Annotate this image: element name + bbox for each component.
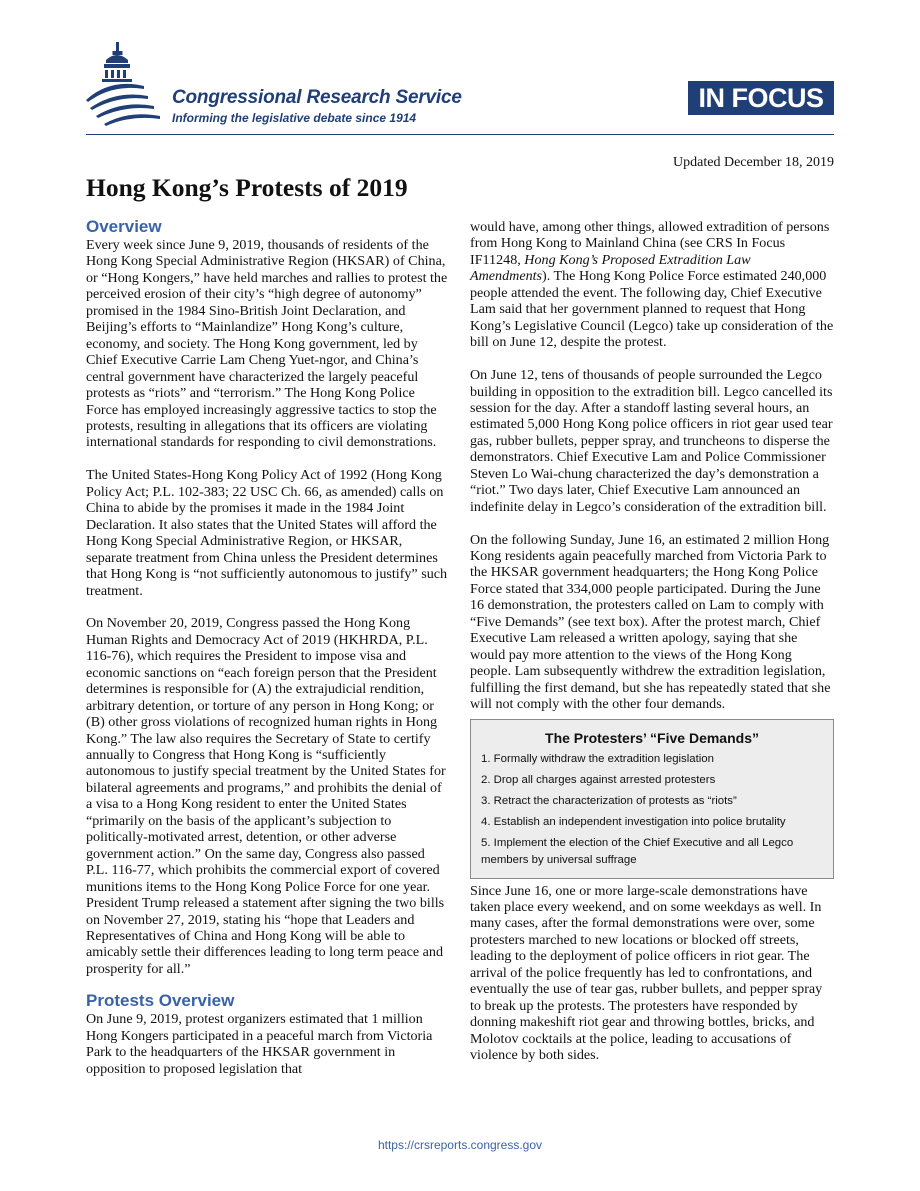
footer-url-link[interactable]: https://crsreports.congress.gov: [377, 1138, 543, 1152]
demands-list: [471, 751, 833, 869]
updated-date: Updated December 18, 2019: [673, 155, 834, 170]
paragraph: [470, 219, 834, 351]
textbox-title: The Protesters’ “Five Demands”: [545, 729, 759, 746]
org-tagline: Informing the legislative debate since 1914: [172, 111, 417, 125]
paragraph-text: would have, among other things, allowed extradition of persons from Hong Kong to Mainland China (see CRS In Focus IF11248,: [470, 219, 830, 268]
paragraph-text: ). The Hong Kong Police Force estimated 240,000 people attended the event. The following day, Chief Executive Lam said that her government planned to request that Hong Kong’s Legislative Council (Legco) take up consideration of the bill on June 12, despite the protest.: [470, 268, 834, 351]
crs-logo[interactable]: [86, 40, 506, 130]
org-name: Congressional Research Service: [172, 87, 462, 108]
in-focus-badge: IN FOCUS: [688, 81, 834, 115]
right-column: [470, 219, 834, 1064]
paragraph: On June 9, 2019, protest organizers estimated that 1 million Hong Kongers participated in a peaceful march from Victoria Park to the headquarters of the HKSAR government in opposition to proposed legislation that: [86, 1011, 433, 1077]
report-title-link[interactable]: Hong Kong’s Proposed Extradition Law Amendments: [470, 251, 751, 285]
paragraph: Every week since June 9, 2019, thousands of residents of the Hong Kong Special Administrative Region (HKSAR) of China, or “Hong Kongers,” have held marches and rallies to protest the perceived erosion of their city’s “high degree of autonomy” promised in the 1984 Sino-British Joint Declaration, and Beijing’s efforts to “Mainlandize” Hong Kong’s culture, economy, and society. The Hong Kong government, led by Chief Executive Carrie Lam Cheng Yuet-ngor, and China’s central government have characterized the largely peaceful protests as “riots” and “terrorism.” The Hong Kong Police Force has employed increasingly aggressive tactics to stop the protests, resulting in allegations that its officers are violating international standards for responding to civil demonstrations.: [86, 237, 448, 451]
capitol-dome-icon: [86, 40, 166, 130]
paragraph: On the following Sunday, June 16, an estimated 2 million Hong Kong residents again peacefully marched from Victoria Park to the HKSAR government headquarters; the Hong Kong Police Force stated that 334,000 people participated. During the June 16 demonstration, the protesters called on Lam to comply with “Five Demands” (see text box). After the protest march, Chief Executive Lam released a written apology, saying that she would pay more attention to the views of the Hong Kong people. Lam subsequently withdrew the extradition legislation, fulfilling the first demand, but she has repeatedly stated that she will not comply with the other four demands.: [470, 531, 831, 713]
five-demands-textbox: [470, 719, 834, 879]
header-divider: [86, 134, 834, 135]
paragraph: Since June 16, one or more large-scale demonstrations have taken place every weekend, and on some weekdays as well. In many cases, after the formal demonstrations were over, some protesters marched to new locations or blocked off streets, leading to the deployment of police officers in riot gear. The arrival of the police frequently has led to confrontations, and eventually the use of tear gas, rubber bullets, and pepper spray to break up the protests. The protesters have responded by donning makeshift riot gear and throwing bottles, bricks, and Molotov cocktails at the police, leading to accusations of violence by both sides.: [470, 882, 823, 1064]
list-item: 5. Implement the election of the Chief Executive and all Legco members by universal suffrage: [481, 836, 794, 866]
paragraph: On June 12, tens of thousands of people surrounded the Legco building in opposition to the extradition bill. Legco cancelled its session for the day. After a standoff lasting several hours, an estimated 5,000 Hong Kong police officers in riot gear used tear gas, rubber bullets, pepper spray, and truncheons to disperse the demonstrators. Chief Executive Lam and Police Commissioner Steven Lo Wai-chung characterized the day’s demonstration a “riot.” Two days later, Chief Executive Lam announced an indefinite delay in Legco’s consideration of the extradition bill.: [470, 367, 833, 515]
overview-heading: Overview: [86, 217, 162, 236]
protests-overview-heading: Protests Overview: [86, 991, 235, 1011]
left-column: [86, 217, 450, 1077]
paragraph: The United States-Hong Kong Policy Act of 1992 (Hong Kong Policy Act; P.L. 102-383; 22 USC Ch. 66, as amended) calls on China to abide by the promises it made in the 1984 Joint Declaration. It also states that the United States will afford the Hong Kong Special Administrative Region, or HKSAR, separate treatment from China unless the President determines that Hong Kong is “not sufficiently autonomous to justify” such treatment.: [86, 467, 448, 599]
list-item: 2. Drop all charges against arrested protesters: [481, 773, 716, 786]
list-item: 4. Establish an independent investigation into police brutality: [481, 815, 786, 828]
list-item: 3. Retract the characterization of protests as “riots”: [481, 794, 737, 807]
page-title: Hong Kong’s Protests of 2019: [86, 173, 408, 202]
paragraph: On November 20, 2019, Congress passed the Hong Kong Human Rights and Democracy Act of 2019 (HKHRDA, P.L. 116-76), which requires the President to impose visa and economic sanctions on “each foreign person that the President determines is responsible for (A) the extrajudicial rendition, arbitrary detention, or torture of any person in Hong Kong; or (B) other gross violations of recognized human rights in Hong Kong.” The law also requires the Secretary of State to certify annually to Congress that Hong Kong is “sufficiently autonomous to justify special treatment by the United States for bilateral agreements and programs,” and prohibits the denial of a visa to a Hong Kong resident to enter the United States “primarily on the basis of the applicant’s subjection to politically-motivated arrest, detention, or other adverse government action.” On the same day, Congress also passed P.L. 116-77, which prohibits the commercial export of covered munitions items to the Hong Kong Police Force for one year. President Trump released a statement after signing the two bills on November 27, 2019, stating his “hope that Leaders and Representatives of China and Hong Kong will be able to amicably settle their differences leading to long term peace and prosperity for all.”: [86, 615, 446, 977]
list-item: 1. Formally withdraw the extradition legislation: [481, 752, 714, 765]
